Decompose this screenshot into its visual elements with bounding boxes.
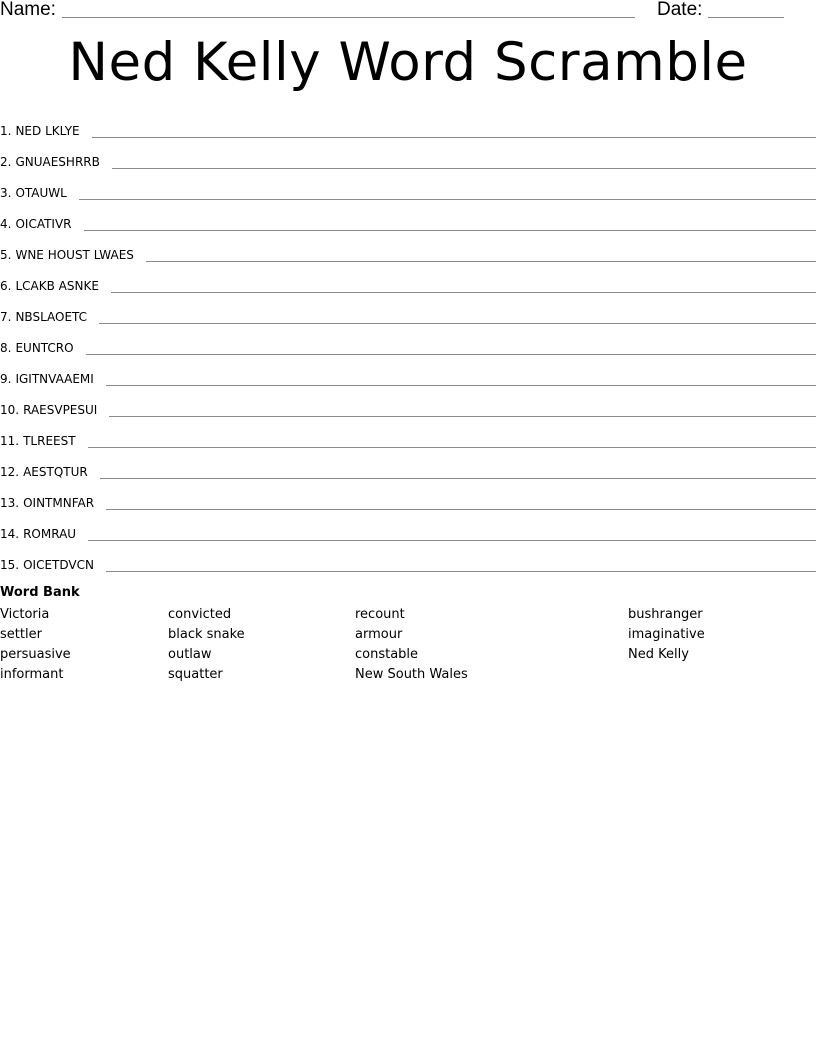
page-title: Ned Kelly Word Scramble [68, 32, 748, 93]
answer-line[interactable] [106, 384, 816, 386]
word-bank-column [628, 605, 705, 665]
word-bank-title: Word Bank [0, 585, 80, 600]
name-line [62, 17, 635, 18]
question-text [0, 276, 99, 296]
question-text [0, 400, 97, 420]
word-bank-word: imaginative [628, 627, 705, 642]
question-text [0, 338, 74, 358]
question-text [0, 524, 76, 544]
word-bank-column [0, 605, 71, 685]
answer-line[interactable] [106, 508, 816, 510]
word-bank-grid [0, 603, 816, 683]
answer-line[interactable] [109, 415, 816, 417]
question-text [0, 462, 88, 482]
answer-line[interactable] [92, 136, 816, 138]
question-row [0, 110, 816, 141]
answer-line[interactable] [146, 260, 816, 262]
question-number: 15. [0, 558, 20, 572]
question-number: 4. [0, 217, 12, 231]
question-text [0, 307, 87, 327]
scrambled-word: ROMRAU [23, 527, 77, 541]
word-bank-word: outlaw [168, 647, 212, 662]
word-bank-word: recount [355, 607, 405, 622]
scrambled-word: WNE HOUST LWAES [15, 248, 134, 262]
scrambled-word: NED LKLYE [15, 124, 80, 138]
scrambled-word: EUNTCRO [15, 341, 74, 355]
question-number: 6. [0, 279, 12, 293]
word-bank-word: bushranger [628, 607, 703, 622]
scrambled-word: OICATIVR [15, 217, 72, 231]
date-line [708, 17, 784, 18]
question-row [0, 327, 816, 358]
question-row [0, 482, 816, 513]
word-bank-word: Victoria [0, 607, 50, 622]
scrambled-word: LCAKB ASNKE [15, 279, 99, 293]
scrambled-word: TLREEST [23, 434, 76, 448]
question-text [0, 214, 72, 234]
word-bank-word: New South Wales [355, 667, 468, 682]
question-row [0, 420, 816, 451]
scrambled-word: AESTQTUR [23, 465, 88, 479]
question-row [0, 513, 816, 544]
question-row [0, 296, 816, 327]
question-list [0, 110, 816, 575]
word-bank-column [355, 605, 468, 685]
scrambled-word: OINTMNFAR [23, 496, 95, 510]
question-text [0, 555, 94, 575]
question-number: 5. [0, 248, 12, 262]
answer-line[interactable] [100, 477, 816, 479]
date-label: Date: [657, 0, 703, 20]
answer-line[interactable] [112, 167, 816, 169]
question-text [0, 493, 94, 513]
question-text [0, 121, 80, 141]
word-bank [0, 585, 816, 683]
word-bank-word: settler [0, 627, 42, 642]
question-row [0, 234, 816, 265]
question-number: 10. [0, 403, 20, 417]
scrambled-word: OTAUWL [15, 186, 67, 200]
answer-line[interactable] [88, 539, 816, 541]
question-row [0, 451, 816, 482]
question-text [0, 369, 94, 389]
answer-line[interactable] [106, 570, 816, 572]
question-number: 11. [0, 434, 20, 448]
answer-line[interactable] [79, 198, 816, 200]
name-label: Name: [0, 0, 56, 20]
answer-line[interactable] [99, 322, 816, 324]
question-number: 14. [0, 527, 20, 541]
scrambled-word: IGITNVAAEMI [15, 372, 94, 386]
header [0, 0, 816, 22]
answer-line[interactable] [84, 229, 816, 231]
question-text [0, 245, 134, 265]
question-row [0, 141, 816, 172]
question-row [0, 544, 816, 575]
word-bank-column [168, 605, 245, 685]
question-number: 13. [0, 496, 20, 510]
question-row [0, 358, 816, 389]
scrambled-word: RAESVPESUI [23, 403, 98, 417]
answer-line[interactable] [88, 446, 816, 448]
scrambled-word: NBSLAOETC [15, 310, 88, 324]
question-text [0, 431, 76, 451]
word-bank-word: black snake [168, 627, 245, 642]
question-number: 1. [0, 124, 12, 138]
scrambled-word: GNUAESHRRB [15, 155, 100, 169]
question-text [0, 152, 100, 172]
word-bank-word: Ned Kelly [628, 647, 689, 662]
question-number: 9. [0, 372, 12, 386]
word-bank-word: persuasive [0, 647, 71, 662]
question-number: 3. [0, 186, 12, 200]
word-bank-word: informant [0, 667, 64, 682]
word-bank-word: constable [355, 647, 419, 662]
question-row [0, 265, 816, 296]
question-number: 2. [0, 155, 12, 169]
question-number: 8. [0, 341, 12, 355]
answer-line[interactable] [86, 353, 816, 355]
word-bank-word: convicted [168, 607, 232, 622]
question-number: 7. [0, 310, 12, 324]
word-bank-word: squatter [168, 667, 223, 682]
question-number: 12. [0, 465, 20, 479]
scrambled-word: OICETDVCN [23, 558, 94, 572]
question-text [0, 183, 67, 203]
answer-line[interactable] [111, 291, 816, 293]
question-row [0, 203, 816, 234]
word-bank-word: armour [355, 627, 403, 642]
question-row [0, 172, 816, 203]
question-row [0, 389, 816, 420]
